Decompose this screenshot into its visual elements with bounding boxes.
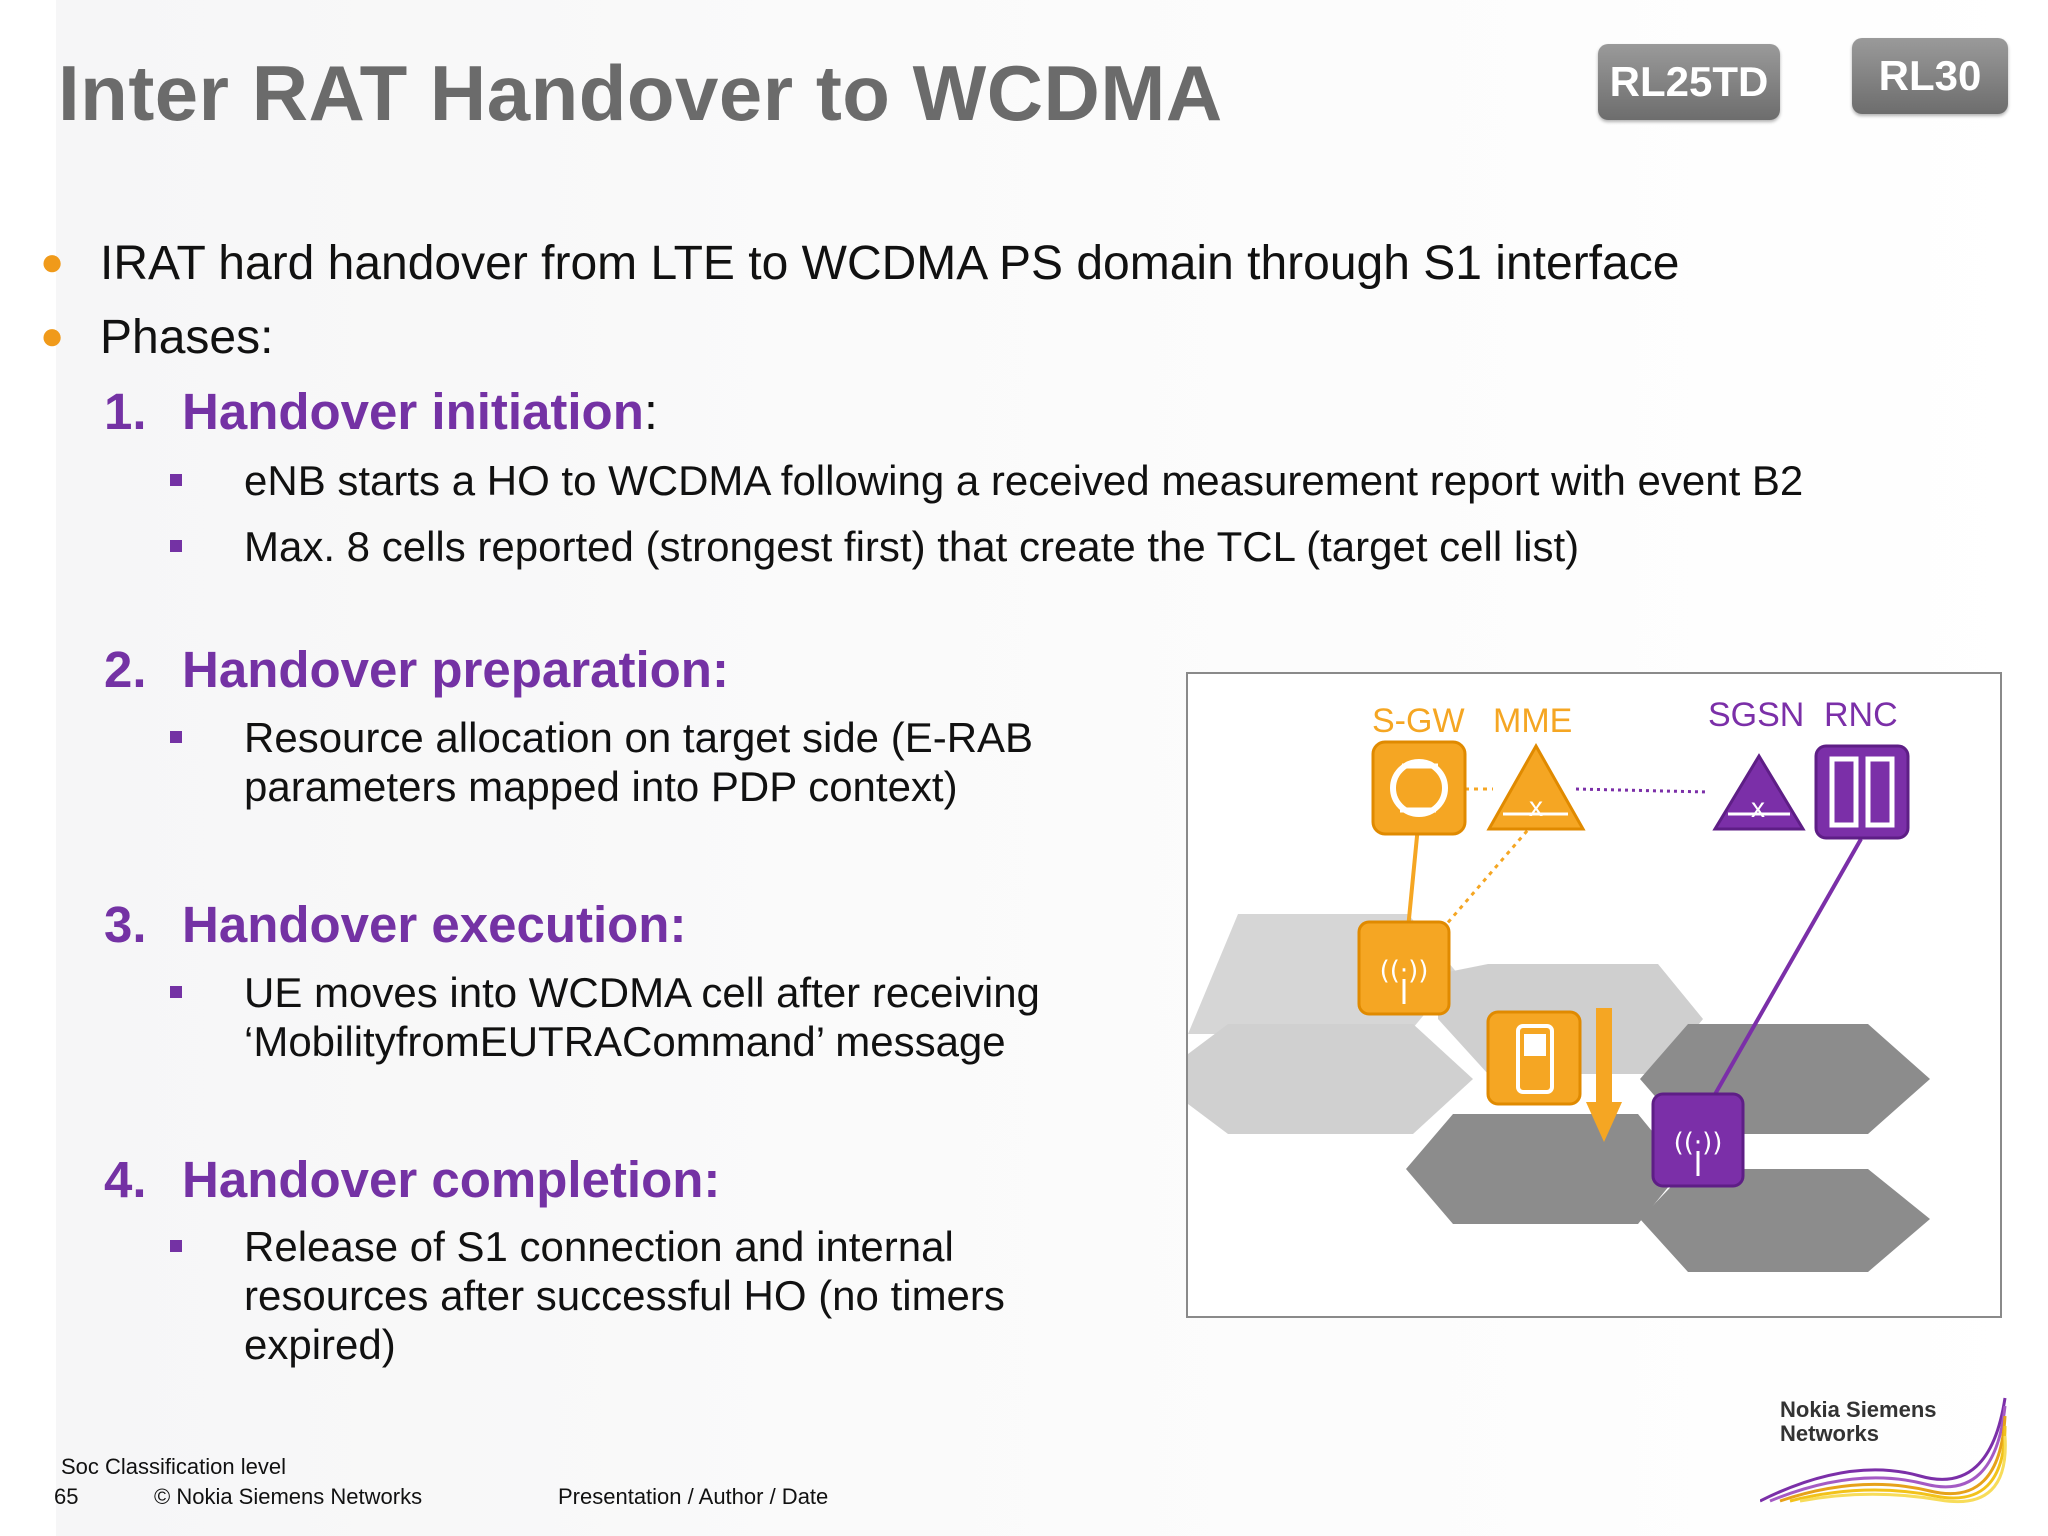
square-bullet-icon [170, 540, 182, 552]
svg-text:x: x [1529, 791, 1543, 822]
release-badge-rl30: RL30 [1852, 38, 2008, 114]
rnc-label: RNC [1824, 696, 1898, 734]
svg-text:((·)): ((·)) [1673, 1128, 1723, 1158]
phase-title: Handover completion: [182, 1151, 721, 1208]
sgsn-label: SGSN [1708, 696, 1805, 734]
phase-heading [104, 895, 686, 954]
sub-item-text: UE moves into WCDMA cell after receiving ‘MobilityfromEUTRACommand’ message [244, 969, 1040, 1065]
footer-presentation: Presentation / Author / Date [558, 1484, 829, 1509]
phase-number: 4. [104, 1151, 147, 1208]
phase-heading [104, 640, 729, 699]
wcdma-cell-hexagon [1406, 1114, 1683, 1224]
bullet-item [40, 236, 1679, 291]
sub-item-text: eNB starts a HO to WCDMA following a received measurement report with event B2 [244, 457, 1804, 504]
mme-icon [1489, 746, 1583, 829]
sub-item-text: Resource allocation on target side (E-RAB parameters mapped into PDP context) [244, 714, 1034, 810]
release-badge-rl25td: RL25TD [1598, 44, 1780, 120]
phase-title: Handover preparation: [182, 641, 729, 698]
phase-number: 2. [104, 641, 147, 698]
nodeb-icon [1653, 1094, 1743, 1186]
bullet-dot-icon: ● [40, 240, 65, 284]
square-bullet-icon [170, 986, 182, 998]
enb-icon [1359, 922, 1449, 1014]
svg-text:x: x [1751, 792, 1765, 823]
phase-number: 1. [104, 383, 147, 440]
sub-item-text: Max. 8 cells reported (strongest first) that create the TCL (target cell list) [244, 523, 1580, 570]
company-logo-swoosh-icon [1760, 1396, 2010, 1506]
phase-colon: : [643, 383, 659, 440]
svg-text:((·)): ((·)) [1379, 956, 1429, 986]
slide-title: Inter RAT Handover to WCDMA [58, 49, 1223, 137]
sgw-enb-link [1408, 826, 1418, 929]
phase-title: Handover initiation [182, 383, 644, 440]
sgw-icon [1373, 742, 1465, 834]
footer-page-number: 65 [54, 1484, 79, 1509]
bullet-text: Phases: [100, 311, 274, 364]
phase-title: Handover execution: [182, 896, 687, 953]
phase-heading [104, 382, 658, 441]
sub-item-text: Release of S1 connection and internal resources after successful HO (no timers expired) [244, 1223, 1005, 1368]
mme-label: MME [1493, 702, 1573, 740]
square-bullet-icon [170, 731, 182, 743]
bullet-dot-icon: ● [40, 314, 65, 358]
sgsn-icon [1715, 756, 1803, 829]
company-logo-text: Nokia Siemens Networks [1780, 1397, 1937, 1446]
network-diagram-svg [1188, 674, 2000, 1316]
mme-enb-link [1438, 824, 1533, 934]
square-bullet-icon [170, 1240, 182, 1252]
lte-cell-hexagon [1188, 1024, 1473, 1134]
ue-phone-icon [1488, 1012, 1580, 1104]
phase-heading [104, 1150, 720, 1209]
network-diagram [1186, 672, 2002, 1318]
bullet-text: IRAT hard handover from LTE to WCDMA PS domain through S1 interface [100, 237, 1680, 290]
bullet-item [40, 310, 273, 365]
sgw-label: S-GW [1372, 702, 1465, 740]
square-bullet-icon [170, 474, 182, 486]
footer-classification: Soc Classification level [61, 1454, 286, 1479]
rnc-icon [1816, 746, 1908, 838]
phase-number: 3. [104, 896, 147, 953]
mme-sgsn-link [1576, 789, 1708, 792]
footer-copyright: © Nokia Siemens Networks [154, 1484, 423, 1509]
